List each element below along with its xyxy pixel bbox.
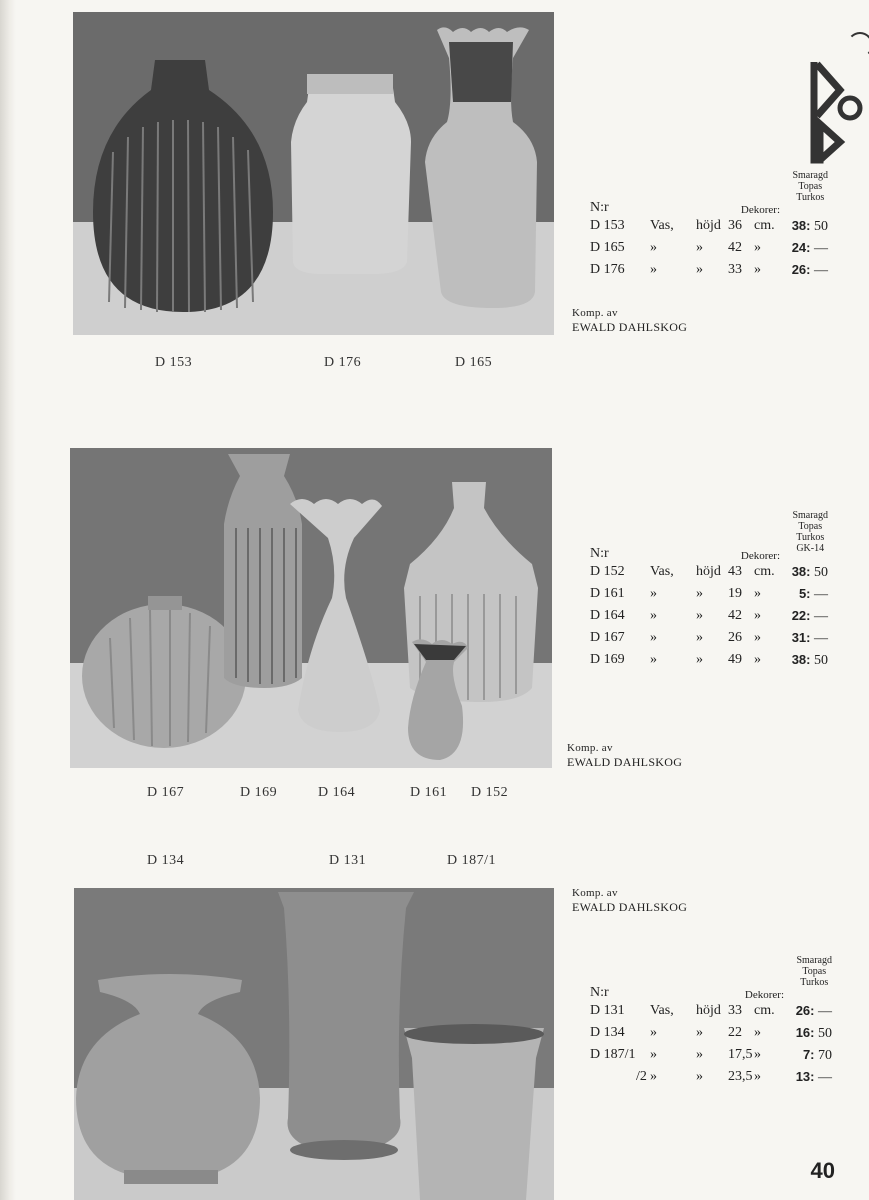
dekorer-label: Dekorer: <box>744 989 784 1001</box>
price-table-section2 <box>590 510 828 674</box>
price-table-section1 <box>590 170 828 284</box>
table-row: D 187/1 » » 17,5 » 7: 70 <box>590 1047 832 1063</box>
dekorer-label: Dekorer: <box>740 204 780 216</box>
caption-d152: D 152 <box>471 785 509 800</box>
dekorer-label: Dekorer: <box>740 550 780 562</box>
decor-header: Smaragd Topas Turkos GK-14 <box>792 510 828 554</box>
caption-d131: D 131 <box>329 853 367 868</box>
table-row: D 169 » » 49 » 38: 50 <box>590 652 828 668</box>
caption-d165: D 165 <box>455 355 493 370</box>
page-number: 40 <box>810 1158 835 1183</box>
decor-header: Smaragd Topas Turkos <box>792 170 828 203</box>
bo-logo-icon <box>810 60 866 164</box>
table-row: D 152 Vas, höjd 43 cm. 38: 50 <box>590 564 828 580</box>
photo-vases-d134-d131-d187 <box>74 888 554 1200</box>
photo-vases-d167-d169-d164-d161-d152 <box>70 448 552 768</box>
komp-credit-section1: Komp. av EWALD DAHLSKOG <box>572 307 688 334</box>
caption-d187-1: D 187/1 <box>447 853 496 868</box>
caption-d167: D 167 <box>147 785 185 800</box>
table-row: D 164 » » 42 » 22: — <box>590 608 828 624</box>
table-row: D 161 » » 19 » 5: — <box>590 586 828 602</box>
photo-vases-d153-d176-d165 <box>73 12 554 335</box>
table-row: D 165 » » 42 » 24: — <box>590 240 828 256</box>
komp-credit-section3: Komp. av EWALD DAHLSKOG <box>572 887 688 914</box>
caption-d169: D 169 <box>240 785 278 800</box>
table-row: D 134 » » 22 » 16: 50 <box>590 1025 832 1041</box>
table-row: /2 » » 23,5 » 13: — <box>636 1069 832 1085</box>
page-binding-edge <box>0 0 16 1200</box>
table-row: D 167 » » 26 » 31: — <box>590 630 828 646</box>
binder-hole-mark <box>847 32 869 58</box>
komp-credit-section2: Komp. av EWALD DAHLSKOG <box>567 742 683 769</box>
price-table-section3 <box>590 955 832 1091</box>
nr-label: N:r <box>590 546 609 561</box>
nr-label: N:r <box>590 200 609 215</box>
caption-d134: D 134 <box>147 853 185 868</box>
table-row: D 153 Vas, höjd 36 cm. 38: 50 <box>590 218 828 234</box>
table-row: D 131 Vas, höjd 33 cm. 26: — <box>590 1003 832 1019</box>
nr-label: N:r <box>590 985 609 1000</box>
decor-header: Smaragd Topas Turkos <box>796 955 832 988</box>
table-row: D 176 » » 33 » 26: — <box>590 262 828 278</box>
caption-d176: D 176 <box>324 355 362 370</box>
caption-d164: D 164 <box>318 785 356 800</box>
caption-d161: D 161 <box>410 785 448 800</box>
caption-d153: D 153 <box>155 355 193 370</box>
